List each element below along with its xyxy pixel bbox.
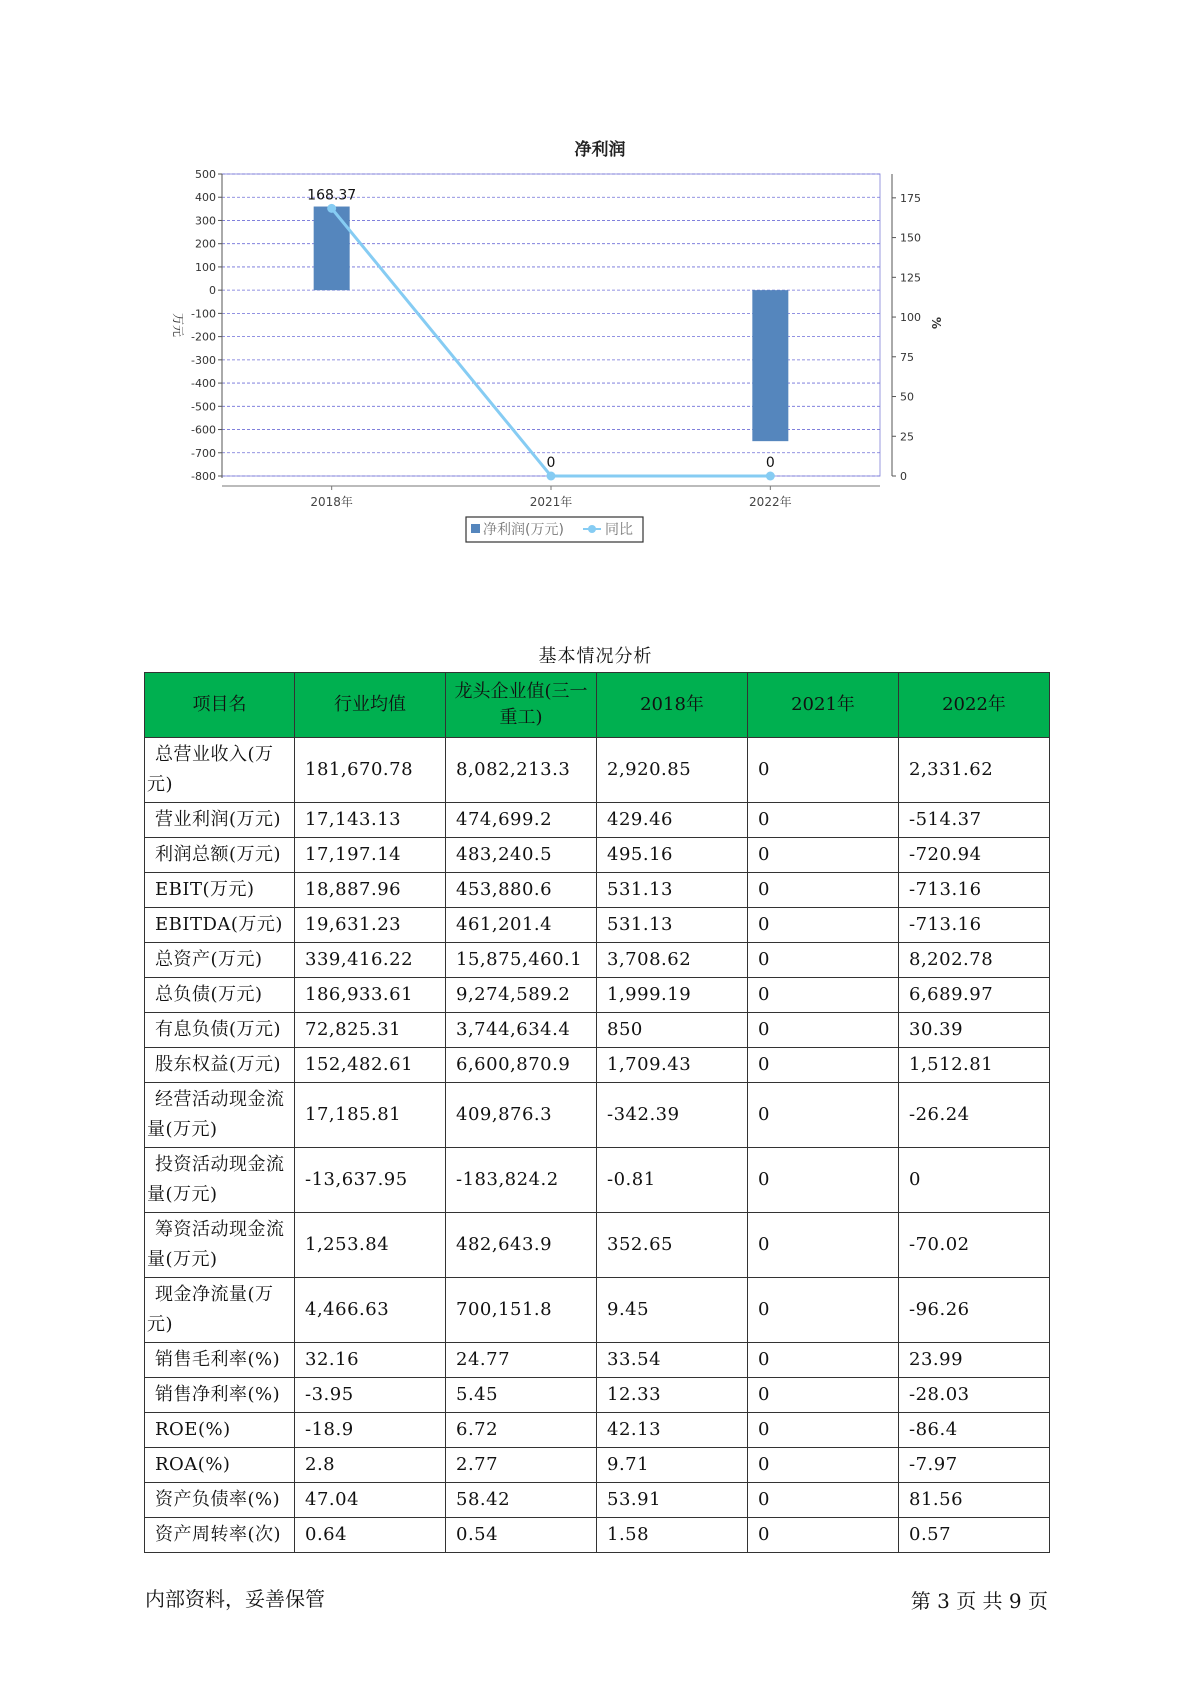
table-cell: 0 <box>748 1483 899 1518</box>
table-cell: 17,185.81 <box>295 1083 446 1148</box>
bar-0 <box>314 207 350 291</box>
table-cell: 152,482.61 <box>295 1048 446 1083</box>
y-tick-label: -500 <box>191 400 216 414</box>
table-cell: 700,151.8 <box>446 1278 597 1343</box>
table-cell: -720.94 <box>899 838 1050 873</box>
table-cell: 0.57 <box>899 1518 1050 1553</box>
table-cell: 1,253.84 <box>295 1213 446 1278</box>
table-row <box>145 908 1050 943</box>
y-axis-label: 万元 <box>171 312 185 338</box>
table-cell: 18,887.96 <box>295 873 446 908</box>
table-cell: 17,143.13 <box>295 803 446 838</box>
table-cell: 0 <box>748 738 899 803</box>
table-cell: 0 <box>748 1148 899 1213</box>
row-label-cell: 股东权益(万元) <box>145 1048 295 1083</box>
header-2021: 2021年 <box>748 673 899 738</box>
table-cell: -70.02 <box>899 1213 1050 1278</box>
table-cell: -713.16 <box>899 908 1050 943</box>
table-cell: 24.77 <box>446 1343 597 1378</box>
table-header-row <box>145 673 1050 738</box>
chart-axes <box>191 168 921 486</box>
table-cell: 1.58 <box>597 1518 748 1553</box>
table-cell: -28.03 <box>899 1378 1050 1413</box>
table-body <box>145 738 1050 1553</box>
table-cell: 15,875,460.1 <box>446 943 597 978</box>
table-row <box>145 1343 1050 1378</box>
footer-confidential-note: 内部资料，妥善保管 <box>145 1587 325 1611</box>
x-tick-label: 2021年 <box>529 495 573 509</box>
table-cell: 53.91 <box>597 1483 748 1518</box>
table-cell: 3,708.62 <box>597 943 748 978</box>
legend-bar-label: 净利润(万元) <box>483 522 564 538</box>
table-cell: 0 <box>899 1148 1050 1213</box>
table-row <box>145 1013 1050 1048</box>
y-tick-label: 200 <box>195 237 216 251</box>
table-cell: -514.37 <box>899 803 1050 838</box>
table-cell: 0.64 <box>295 1518 446 1553</box>
table-cell: 6,600,870.9 <box>446 1048 597 1083</box>
table-cell: 181,670.78 <box>295 738 446 803</box>
table-row <box>145 1083 1050 1148</box>
table-cell: 429.46 <box>597 803 748 838</box>
y2-tick-label: 125 <box>900 271 921 285</box>
table-cell: 0 <box>748 1048 899 1083</box>
yoy-data-label: 0 <box>546 455 556 471</box>
table-row <box>145 1213 1050 1278</box>
table-cell: 474,699.2 <box>446 803 597 838</box>
table-cell: 1,709.43 <box>597 1048 748 1083</box>
header-industry-avg: 行业均值 <box>295 673 446 738</box>
table-cell: 81.56 <box>899 1483 1050 1518</box>
net-profit-chart <box>160 130 1040 600</box>
table-cell: 8,202.78 <box>899 943 1050 978</box>
table-cell: 5.45 <box>446 1378 597 1413</box>
table-cell: 42.13 <box>597 1413 748 1448</box>
footer-page-number: 第 3 页 共 9 页 <box>910 1589 1048 1613</box>
table-cell: -26.24 <box>899 1083 1050 1148</box>
table-cell: 0 <box>748 873 899 908</box>
row-label-cell: 总营业收入(万元) <box>145 738 295 803</box>
y-tick-label: -700 <box>191 446 216 460</box>
x-tick-label: 2018年 <box>310 495 353 509</box>
table-cell: 1,999.19 <box>597 978 748 1013</box>
table-cell: 482,643.9 <box>446 1213 597 1278</box>
table-cell: 0 <box>748 1013 899 1048</box>
y-tick-label: -600 <box>191 423 216 437</box>
bar-2 <box>752 290 788 441</box>
table-cell: -713.16 <box>899 873 1050 908</box>
y-tick-label: 500 <box>195 168 216 181</box>
table-cell: 531.13 <box>597 873 748 908</box>
table-cell: 12.33 <box>597 1378 748 1413</box>
table-row <box>145 943 1050 978</box>
row-label-cell: 现金净流量(万元) <box>145 1278 295 1343</box>
table-cell: -96.26 <box>899 1278 1050 1343</box>
table-row <box>145 1148 1050 1213</box>
table-cell: 0 <box>748 1213 899 1278</box>
table-cell: 0 <box>748 803 899 838</box>
table-cell: 0 <box>748 1378 899 1413</box>
table-row <box>145 873 1050 908</box>
yoy-data-label: 0 <box>765 455 775 471</box>
table-row <box>145 1413 1050 1448</box>
y-tick-label: -400 <box>191 377 216 391</box>
row-label-cell: 总资产(万元) <box>145 943 295 978</box>
table-cell: 2.77 <box>446 1448 597 1483</box>
table-row <box>145 978 1050 1013</box>
table-row <box>145 738 1050 803</box>
y-tick-label: 300 <box>195 214 216 228</box>
header-2018: 2018年 <box>597 673 748 738</box>
y2-tick-label: 25 <box>900 430 914 444</box>
y2-tick-label: 75 <box>900 350 914 364</box>
yoy-data-label: 168.37 <box>307 187 357 204</box>
table-cell: -3.95 <box>295 1378 446 1413</box>
row-label-cell: 资产负债率(%) <box>145 1483 295 1518</box>
y2-tick-label: 100 <box>900 311 921 325</box>
table-row <box>145 1448 1050 1483</box>
table-cell: 17,197.14 <box>295 838 446 873</box>
header-leader-value: 龙头企业值(三一重工) <box>446 673 597 738</box>
y-tick-label: -100 <box>191 307 216 321</box>
table-cell: -7.97 <box>899 1448 1050 1483</box>
table-cell: 483,240.5 <box>446 838 597 873</box>
basic-analysis-table <box>144 672 1050 1553</box>
table-row <box>145 838 1050 873</box>
table-cell: 47.04 <box>295 1483 446 1518</box>
y-tick-label: -200 <box>191 330 216 344</box>
row-label-cell: EBIT(万元) <box>145 873 295 908</box>
header-item-name: 项目名 <box>145 673 295 738</box>
table-cell: 9.45 <box>597 1278 748 1343</box>
table-cell: 0 <box>748 1278 899 1343</box>
yoy-point-2 <box>766 472 775 481</box>
y-tick-label: 100 <box>195 260 216 274</box>
y2-tick-label: 0 <box>900 470 907 483</box>
table-cell: 0.54 <box>446 1518 597 1553</box>
table-cell: 30.39 <box>899 1013 1050 1048</box>
table-cell: 58.42 <box>446 1483 597 1518</box>
line-series <box>307 187 775 480</box>
y-tick-label: 400 <box>195 191 216 205</box>
table-cell: 33.54 <box>597 1343 748 1378</box>
table-cell: 23.99 <box>899 1343 1050 1378</box>
table-cell: 3,744,634.4 <box>446 1013 597 1048</box>
yoy-point-1 <box>547 472 556 481</box>
table-row <box>145 1518 1050 1553</box>
y2-tick-label: 175 <box>900 191 921 205</box>
y-tick-label: -800 <box>191 470 216 483</box>
table-row <box>145 1278 1050 1343</box>
legend-line-label: 同比 <box>605 522 633 538</box>
table-cell: -0.81 <box>597 1148 748 1213</box>
table-cell: 9.71 <box>597 1448 748 1483</box>
table-row <box>145 1483 1050 1518</box>
table-cell: 531.13 <box>597 908 748 943</box>
row-label-cell: 资产周转率(次) <box>145 1518 295 1553</box>
row-label-cell: ROA(%) <box>145 1448 295 1483</box>
table-cell: 186,933.61 <box>295 978 446 1013</box>
table-cell: 6,689.97 <box>899 978 1050 1013</box>
table-cell: 19,631.23 <box>295 908 446 943</box>
table-cell: -13,637.95 <box>295 1148 446 1213</box>
table-cell: 2.8 <box>295 1448 446 1483</box>
table-cell: -342.39 <box>597 1083 748 1148</box>
table-cell: 453,880.6 <box>446 873 597 908</box>
legend-bar-swatch <box>471 524 480 533</box>
row-label-cell: 总负债(万元) <box>145 978 295 1013</box>
y-tick-label: -300 <box>191 353 216 367</box>
legend-line-marker <box>588 525 596 533</box>
table-cell: 8,082,213.3 <box>446 738 597 803</box>
row-label-cell: 营业利润(万元) <box>145 803 295 838</box>
table-cell: 352.65 <box>597 1213 748 1278</box>
chart-title: 净利润 <box>574 140 626 160</box>
table-cell: 495.16 <box>597 838 748 873</box>
table-cell: 409,876.3 <box>446 1083 597 1148</box>
table-cell: 339,416.22 <box>295 943 446 978</box>
x-axis-ticks <box>310 486 791 509</box>
table-row <box>145 1048 1050 1083</box>
row-label-cell: 销售毛利率(%) <box>145 1343 295 1378</box>
y2-axis-label: % <box>929 316 943 330</box>
table-cell: 0 <box>748 1083 899 1148</box>
table-row <box>145 803 1050 838</box>
chart-legend <box>466 517 643 542</box>
yoy-point-0 <box>327 204 336 213</box>
row-label-cell: 筹资活动现金流量(万元) <box>145 1213 295 1278</box>
table-cell: 0 <box>748 1343 899 1378</box>
table-cell: 0 <box>748 1413 899 1448</box>
table-cell: 72,825.31 <box>295 1013 446 1048</box>
y-tick-label: 0 <box>209 284 216 298</box>
x-tick-label: 2022年 <box>749 495 792 509</box>
table-cell: 32.16 <box>295 1343 446 1378</box>
table-cell: 0 <box>748 908 899 943</box>
table-cell: 6.72 <box>446 1413 597 1448</box>
table-cell: 0 <box>748 1518 899 1553</box>
table-cell: 0 <box>748 978 899 1013</box>
row-label-cell: 销售净利率(%) <box>145 1378 295 1413</box>
table-cell: 2,920.85 <box>597 738 748 803</box>
table-cell: 0 <box>748 1448 899 1483</box>
table-cell: 0 <box>748 943 899 978</box>
y2-tick-label: 150 <box>900 231 921 245</box>
table-caption: 基本情况分析 <box>538 646 653 667</box>
row-label-cell: 投资活动现金流量(万元) <box>145 1148 295 1213</box>
row-label-cell: 利润总额(万元) <box>145 838 295 873</box>
row-label-cell: 经营活动现金流量(万元) <box>145 1083 295 1148</box>
row-label-cell: EBITDA(万元) <box>145 908 295 943</box>
table-cell: 850 <box>597 1013 748 1048</box>
table-row <box>145 1378 1050 1413</box>
table-cell: -18.9 <box>295 1413 446 1448</box>
table-cell: 2,331.62 <box>899 738 1050 803</box>
yoy-line <box>332 208 771 476</box>
table-cell: 1,512.81 <box>899 1048 1050 1083</box>
table-cell: 9,274,589.2 <box>446 978 597 1013</box>
table-cell: 461,201.4 <box>446 908 597 943</box>
table-cell: -86.4 <box>899 1413 1050 1448</box>
row-label-cell: 有息负债(万元) <box>145 1013 295 1048</box>
y2-tick-label: 50 <box>900 390 914 404</box>
row-label-cell: ROE(%) <box>145 1413 295 1448</box>
table-cell: 0 <box>748 838 899 873</box>
table-cell: 4,466.63 <box>295 1278 446 1343</box>
header-2022: 2022年 <box>899 673 1050 738</box>
table-cell: -183,824.2 <box>446 1148 597 1213</box>
